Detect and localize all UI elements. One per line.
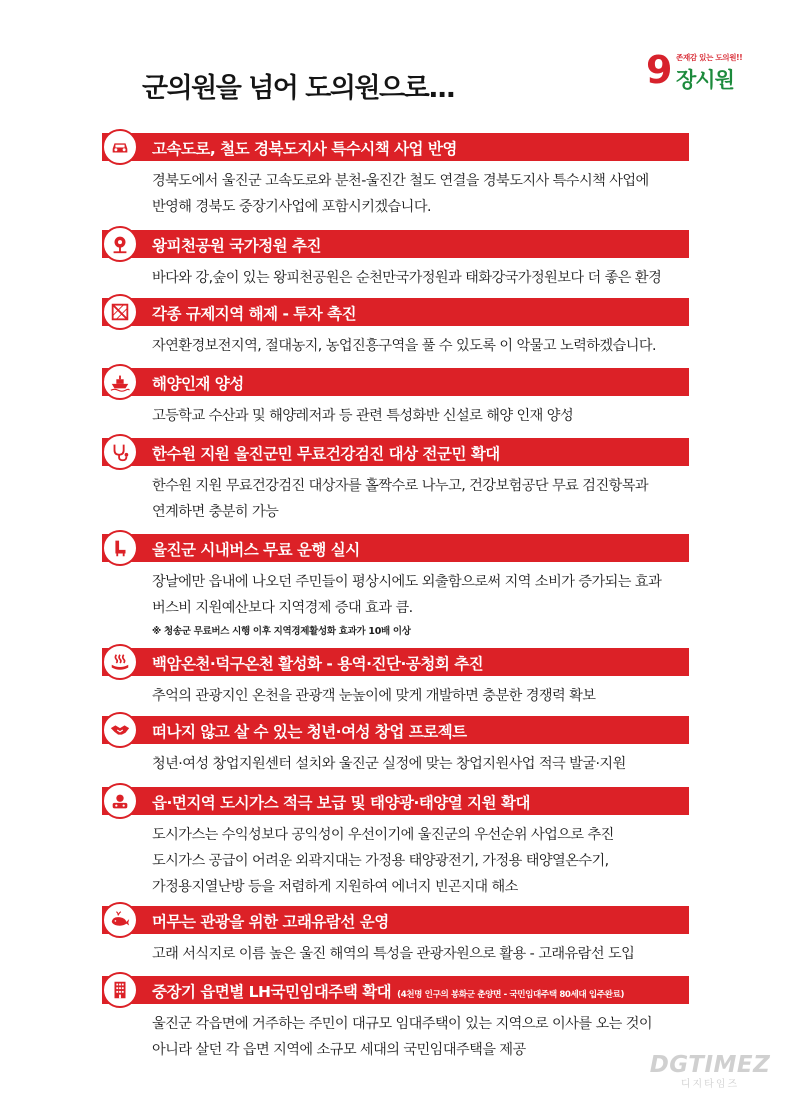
pledge-section	[102, 133, 689, 220]
pledge-line: 아니라 살던 각 읍면 지역에 소규모 세대의 국민임대주택을 제공	[152, 1042, 526, 1058]
pledge-line: 고래 서식지로 이름 높은 울진 해역의 특성을 관광자원으로 활용 - 고래유람선 도입	[152, 946, 635, 962]
handshake-icon	[102, 712, 138, 748]
pledge-line: 버스비 지원예산보다 지역경제 증대 효과 큼.	[152, 600, 413, 616]
watermark-sub: 디지타임즈	[680, 1079, 740, 1090]
pledge-section	[102, 368, 689, 429]
pledge-heading-bar	[102, 648, 689, 676]
pledge-heading: 한수원 지원 울진군민 무료건강검진 대상 전군민 확대	[152, 445, 500, 463]
bus-seat-icon	[102, 530, 138, 566]
pledge-line: 장날에만 읍내에 나오던 주민들이 평상시에도 외출함으로써 지역 소비가 증가되는 효과	[152, 574, 662, 590]
apartment-icon	[102, 972, 138, 1008]
pledge-heading: 읍·면지역 도시가스 적극 보급 및 태양광·태양열 지원 확대	[152, 794, 530, 812]
ship-icon	[102, 364, 138, 400]
pledge-heading: 백암온천·덕구온천 활성화 - 용역·진단·공청회 추진	[152, 655, 484, 673]
candidate-number: 9	[646, 48, 673, 92]
pledge-line: 고등학교 수산과 및 해양레저과 등 관련 특성화반 신설로 해양 인재 양성	[152, 408, 574, 424]
pledge-body	[152, 403, 689, 429]
hot-spring-icon	[102, 644, 138, 680]
pledge-section	[102, 534, 689, 643]
pledge-line: 추억의 관광지인 온천을 관광객 눈높이에 맞게 개발하면 충분한 경쟁력 확보	[152, 688, 596, 704]
pledge-body	[152, 1011, 689, 1063]
pledge-heading-bar	[102, 534, 689, 562]
pledge-heading-bar	[102, 787, 689, 815]
watermark-main: DGTIMEZ	[649, 1052, 771, 1078]
pledge-line: 자연환경보전지역, 절대농지, 농업진흥구역을 풀 수 있도록 이 악물고 노력하겠습니다.	[152, 338, 656, 354]
pledge-section	[102, 787, 689, 900]
watermark	[648, 1052, 772, 1090]
car-icon	[102, 129, 138, 165]
pledge-heading: 해양인재 양성	[152, 375, 244, 393]
pledge-heading: 고속도로, 철도 경북도지사 특수시책 사업 반영	[152, 140, 457, 158]
pledge-section	[102, 298, 689, 359]
pledge-heading: 머무는 관광을 위한 고래유람선 운영	[152, 913, 389, 931]
pledge-body	[152, 168, 689, 220]
pledge-line: 반영해 경북도 중장기사업에 포함시키겠습니다.	[152, 199, 431, 215]
pledge-heading-bar	[102, 230, 689, 258]
pledge-heading-text: 중장기 읍면별 LH국민임대주택 확대	[152, 983, 392, 1001]
pledge-heading-bar	[102, 906, 689, 934]
pledge-heading-bar	[102, 976, 689, 1004]
pledge-heading-bar	[102, 716, 689, 744]
pledge-section	[102, 648, 689, 709]
pledge-heading	[152, 980, 624, 1002]
pledge-line: 한수원 지원 무료건강검진 대상자를 홀짝수로 나누고, 건강보험공단 무료 검진항목과	[152, 478, 649, 494]
pledge-heading: 떠나지 않고 살 수 있는 청년·여성 창업 프로젝트	[152, 723, 467, 741]
pledge-heading-bar	[102, 133, 689, 161]
pledge-body	[152, 473, 689, 525]
pledge-heading: 왕피천공원 국가정원 추진	[152, 237, 321, 255]
pledge-body	[152, 683, 689, 709]
pledge-heading-bar	[102, 438, 689, 466]
pledge-section	[102, 906, 689, 967]
pledge-body	[152, 751, 689, 777]
pledge-section	[102, 976, 689, 1063]
pledge-heading-bar	[102, 298, 689, 326]
pledge-section	[102, 230, 689, 291]
stethoscope-icon	[102, 434, 138, 470]
whale-icon	[102, 902, 138, 938]
pledge-line: 울진군 각읍면에 거주하는 주민이 대규모 임대주택이 있는 지역으로 이사를 오는 것이	[152, 1016, 653, 1032]
candidate-logo	[646, 50, 751, 96]
no-zone-icon	[102, 294, 138, 330]
pledge-line: 바다와 강,숲이 있는 왕피천공원은 순천만국가정원과 태화강국가정원보다 더 좋은 환경	[152, 270, 662, 286]
candidate-name: 장시원	[676, 68, 734, 92]
pledge-body	[152, 333, 689, 359]
pledge-body	[152, 265, 689, 291]
pledge-body	[152, 822, 689, 900]
pledge-section	[102, 438, 689, 525]
pledge-heading-note: (4천명 인구의 봉화군 춘양면 - 국민임대주택 80세대 입주완료)	[397, 990, 625, 1000]
flower-garden-icon	[102, 226, 138, 262]
pledge-body	[152, 941, 689, 967]
pledge-line: 도시가스는 수익성보다 공익성이 우선이기에 울진군의 우선순위 사업으로 추진	[152, 827, 614, 843]
pledge-footnote: ※ 청송군 무료버스 시행 이후 지역경제활성화 효과가 10배 이상	[152, 626, 411, 637]
pledge-body	[152, 569, 689, 643]
pledge-heading-bar	[102, 368, 689, 396]
pledge-heading: 울진군 시내버스 무료 운행 실시	[152, 541, 360, 559]
page-title: 군의원을 넘어 도의원으로...	[142, 73, 455, 104]
gas-icon	[102, 783, 138, 819]
pledge-line: 경북도에서 울진군 고속도로와 분천-울진간 철도 연결을 경북도지사 특수시책 사업에	[152, 173, 649, 189]
candidate-slogan: 존재감 있는 도의원!!	[676, 53, 743, 62]
pledge-section	[102, 716, 689, 777]
pledge-line: 청년·여성 창업지원센터 설치와 울진군 실정에 맞는 창업지원사업 적극 발굴·지원	[152, 756, 626, 772]
pledge-heading: 각종 규제지역 해제 - 투자 촉진	[152, 305, 357, 323]
pledge-line: 가정용지열난방 등을 저렴하게 지원하여 에너지 빈곤지대 해소	[152, 879, 518, 895]
pledge-line: 도시가스 공급이 어려운 외곽지대는 가정용 태양광전기, 가정용 태양열온수기,	[152, 853, 609, 869]
pledge-line: 연계하면 충분히 가능	[152, 504, 279, 520]
